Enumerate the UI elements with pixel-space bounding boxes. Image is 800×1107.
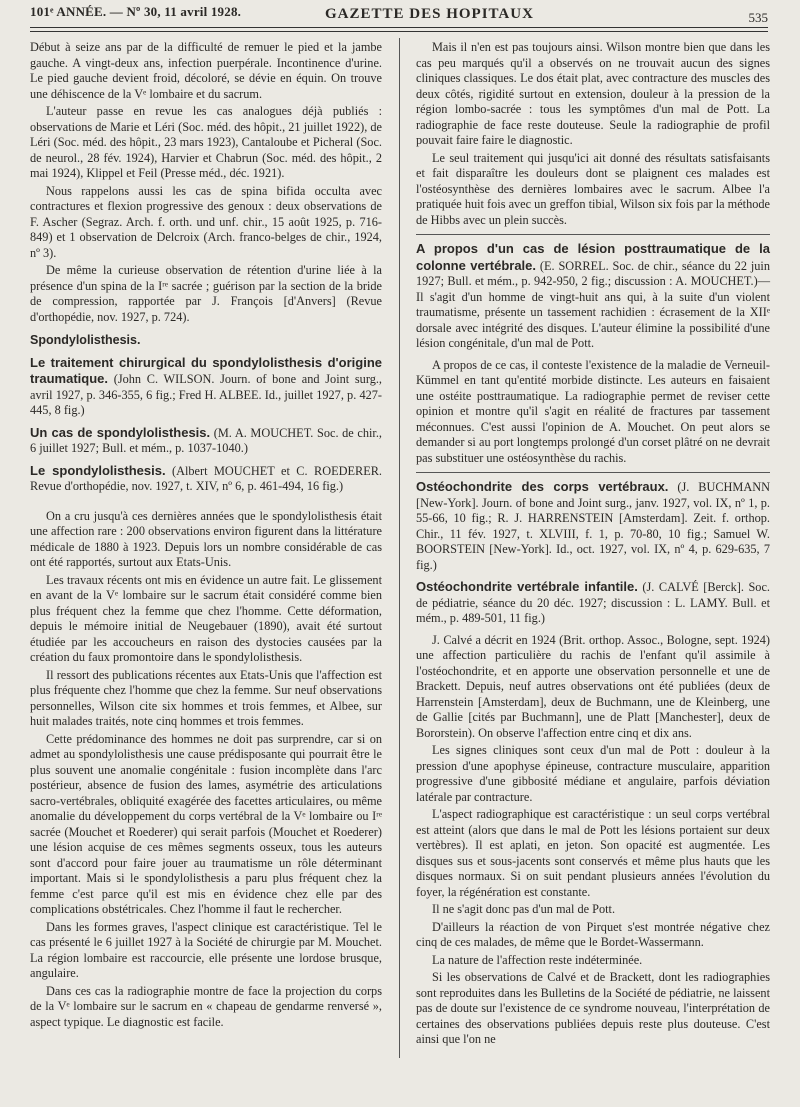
section-heading: Spondylolisthesis.: [30, 333, 141, 347]
paragraph: La nature de l'affection reste indéterminée.: [432, 952, 643, 967]
paragraph: Dans les formes graves, l'aspect clinique est caractéristique. Tel le cas présenté le 6 juillet 1927 à la Société de chirurgie par M. Mouchet. La région lombaire est raccourcie, elle présente une lordose brusque, angulaire.: [30, 919, 382, 980]
paragraph: Si les observations de Calvé et de Brackett, dont les radiographies sont reproduites dans les Bulletins de la Société de pédiatrie, ne laissent pas de doute sur l'existence de ce syndrome nouveau, l'interprétation de certaines des observations publiées depuis reste plus douteuse. C'est ainsi que l'on ne: [416, 970, 770, 1046]
reference-entry: [30, 355, 382, 419]
paragraph: Début à seize ans par de la difficulté de remuer le pied et la jambe gauche. A vingt-deux ans, infection puerpérale. Incontinence d'urine. Le pied gauche devient froid, décoloré, se dévie en équin. On trouve une déhiscence de la Vᵉ lombaire et du sacrum.: [30, 40, 382, 101]
section-rule: [416, 234, 770, 235]
page-header: [30, 2, 768, 24]
reference-citation: (M. A. MOUCHET. Soc. de chir., 6 juillet 1927; Bull. et mém., p. 1037-1040.): [30, 425, 382, 455]
paragraph: Il ne s'agit donc pas d'un mal de Pott.: [432, 902, 616, 916]
reference-entry: [416, 579, 770, 627]
reference-citation: (J. CALVÉ [Berck]. Soc. de pédiatrie, séance du 20 déc. 1927; discussion : L. LAMY. Bull. et mém., p. 489-501, 11 fig.): [416, 580, 770, 625]
paragraph: Mais il n'en est pas toujours ainsi. Wilson montre bien que dans les cas peu marqués qu'il a observés on ne trouvait aucun des signes cliniques classiques. Le dos était plat, avec contracture des muscles des deux côtés, rigidité surtout en extension, douleur à la pression de la région lombo-sacrée : tous les symptômes d'un mal de Pott. La radiographie de face reste douteuse. Seule la radiographie de profil pouvait faire faire le diagnostic.: [416, 40, 770, 147]
paragraph: Il ressort des publications récentes aux Etats-Unis que l'affection est plus fréquente chez l'homme que chez la femme. Sur neuf observations personnelles, Wilson cite six hommes et trois femmes, et Albee, sur huit malades traités, note cinq hommes et trois femmes.: [30, 667, 382, 728]
paragraph: L'auteur passe en revue les cas analogues déjà publiés : observations de Marie et Léri (Soc. méd. des hôpit., 21 juillet 1922), de Léri (Soc. méd. des hôpit., 23 mars 1923), Cantaloube et Picheral (Soc. de neurol., 28 fév. 1924), Harvier et Chabrun (Soc. méd. des hôpit., 2 mai 1924), Klippel et Feil (Presse méd., déc. 1921).: [30, 104, 382, 180]
reference-entry: [416, 241, 770, 352]
journal-title: GAZETTE DES HOPITAUX: [325, 6, 534, 22]
paragraph: On a cru jusqu'à ces dernières années que le spondylolisthesis était une affection rare : 200 observations environ figurent dans la littérature médicale de 1880 à 1923. Depuis lors un nombre considérable de cas ont été rapportés, surtout aux Etats-Unis.: [30, 508, 382, 569]
paragraph: Nous rappelons aussi les cas de spina bifida occulta avec contractures et flexion progressive des genoux : deux observations de F. Ascher (Segraz. Arch. f. orth. und unf. chir., 15 août 1925, p. 716-849) et 1 observation de Delcroix (Arch. franco-belges de chir., 1924, nº 3).: [30, 183, 382, 260]
reference-title: A propos d'un cas de lésion posttraumatique de la colonne vertébrale.: [416, 241, 770, 273]
paragraph: A propos de ce cas, il conteste l'existence de la maladie de Verneuil-Kümmel en tant qu'entité morbide distincte. Les auteurs en faisaient une ostéite posttraumatique. La radiographie permet de reviser cette opinion et montre qu'il s'agit en réalité de fractures par tassement méconnues. C'est aussi l'opinion de A. Mouchet. On peut alors se demander si au port longtemps prolongé d'un corset plâtré on ne devrait pas substituer une ostéosynthèse du rachis.: [416, 357, 770, 465]
paragraph: L'aspect radiographique est caractéristique : un seul corps vertébral est atteint (alors que dans le mal de Pott les lésions portaient sur deux vertèbres). Il est aplati, en jeton. Son opacité est augmentée. Les disques sus et sous-jacents sont conservés et même plus hauts que les disques normaux. Si on suit pendant plusieurs années l'évolution du foyer, la régénération est constante.: [416, 807, 770, 899]
header-rule: [30, 27, 768, 28]
reference-title: Le traitement chirurgical du spondylolisthesis d'origine traumatique.: [30, 354, 382, 386]
paragraph: Les travaux récents ont mis en évidence un autre fait. Le glissement en avant de la Vᵉ lombaire sur le sacrum était considéré comme bien plus fréquent chez la femme que chez l'homme. Cette déformation, depuis le mémoire initial de Neugebauer (1890), avait été surtout étudiée par les accoucheurs en raison des dystocies causées par la création du faux promontoire dans le spondylolisthesis.: [30, 572, 382, 664]
reference-summary: — Il s'agit d'un homme de vingt-huit ans qui, à la suite d'un violent traumatisme, présente un tassement rachidien : écrasement de la XIIᵉ dorsale avec intégrité des disques. L'auteur élimine la possibilité d'une lésion congénitale, d'un mal de Pott.: [416, 274, 770, 350]
paragraph: Les signes cliniques sont ceux d'un mal de Pott : douleur à la pression d'une apophyse épineuse, contracture musculaire, apparition progressive d'une gibbosité médiane et angulaire, parfois déviation latérale par contracture.: [416, 743, 770, 804]
header-rule-thin: [30, 31, 768, 32]
spacer: [30, 501, 382, 509]
reference-title: Ostéochondrite vertébrale infantile.: [416, 579, 638, 594]
reference-citation: (E. SORREL. Soc. de chir., séance du 22 juin 1927; Bull. et mém., p. 942-950, 2 fig.; discussion : A. MOUCHET.): [416, 258, 770, 288]
column-divider: [399, 38, 400, 1058]
paragraph: Cette prédominance des hommes ne doit pas surprendre, car si on admet au spondylolisthesis une cause prédisposante qui pourrait être le plus souvent une anomalie congénitale : fusion incomplète dans l'arc postérieur, absence de fusion des lames, asymétrie des articulations sacro-vertébrales, obliquité exagérée des facettes articulaires, ou même anomalie du développement du corps vertébral de la Vᵉ lombaire ou Iʳᵉ sacrée (Mouchet et Roederer) qui serait parfois (Mouchet et Roederer) une lésion acquise de ces mêmes segments osseux, tous les auteurs sont d'accord pour faire jouer au traumatisme un rôle déterminant important. Mais si le spondylolisthesis a paru plus fréquent chez la femme c'est parce qu'il est mis en évidence chez elle par des complications obstétricales. Chez l'homme il faut le rechercher.: [30, 731, 382, 916]
reference-citation: (Albert MOUCHET et C. ROEDERER. Revue d'orthopédie, nov. 1927, t. XIV, nº 6, p. 461-494, 16 fig.): [30, 463, 382, 493]
paragraph: Dans ces cas la radiographie montre de face la projection du corps de la Vᵉ lombaire sur le sacrum en « chapeau de gendarme renversé », aspect typique. Le diagnostic est facile.: [30, 983, 382, 1029]
reference-citation: (John C. WILSON. Journ. of bone and Joint surg., avril 1927, p. 346-355, 6 fig.; Fred H. ALBEE. Id., juillet 1927, p. 427-445, 8 fig.): [30, 372, 382, 417]
reference-title: Un cas de spondylolisthesis.: [30, 424, 211, 440]
reference-title: Ostéochondrite des corps vertébraux.: [416, 479, 669, 494]
page-number: 535: [748, 10, 768, 25]
reference-title: Le spondylolisthesis.: [30, 462, 166, 478]
paragraph: J. Calvé a décrit en 1924 (Brit. orthop. Assoc., Bologne, sept. 1924) une affection particulière du rachis de l'enfant qu'il assimile à l'ostéochondrite, et en apporte une observation personnelle et une de Brackett. Depuis, neuf autres observations ont été publiées (deux de Harrenstein [Amsterdam], deux de Buchmann, une de Kleinberg, une de Gallie [cités par Buchmann], une de Platt [Manchester], deux de Bororstein). On observe l'affection entre cinq et dix ans.: [416, 632, 770, 740]
paragraph: D'ailleurs la réaction de von Pirquet s'est montrée négative chez cinq de ces malades, de même que le Bordet-Wassermann.: [416, 919, 770, 949]
reference-entry: [30, 425, 382, 457]
section-rule: [416, 472, 770, 473]
issue-info: 101ᵉ ANNÉE. — Nº 30, 11 avril 1928.: [30, 4, 242, 19]
reference-entry: [416, 479, 770, 573]
reference-entry: [30, 463, 382, 495]
right-column: [416, 40, 770, 1050]
paragraph: De même la curieuse observation de rétention d'urine liée à la présence d'un spina de la Iʳᵉ sacrée ; guérison par la section de la bride de compression, rapportée par J. François [d'Anvers] (Revue d'orthopédie, nov. 1927, p. 724).: [30, 263, 382, 324]
left-column: [30, 40, 382, 1032]
reference-citation: (J. BUCHMANN [New-York]. Journ. of bone and Joint surg., janv. 1927, vol. IX, nº 1, p. 55-66, 10 fig.; R. J. HARRENSTEIN [Amsterdam]. Zeit. f. orthop. Chir., 11 fév. 1927, t. XLVIII, f. 1, p. 70-80, 10 fig.; Samuel W. BOORSTEIN [New-York]. Id., oct. 1927, vol. IX, nº 4, p. 629-635, 7 fig.): [416, 480, 771, 572]
paragraph: Le seul traitement qui jusqu'ici ait donné des résultats satisfaisants et fait disparaître les douleurs dont se plaignent ces malades est l'ostéosynthèse des dernières lombaires avec le sacrum. Albee l'a pratiquée huit fois avec un greffon tibial, Wilson six fois par la méthode de Hibbs avec un plein succès.: [416, 150, 770, 227]
